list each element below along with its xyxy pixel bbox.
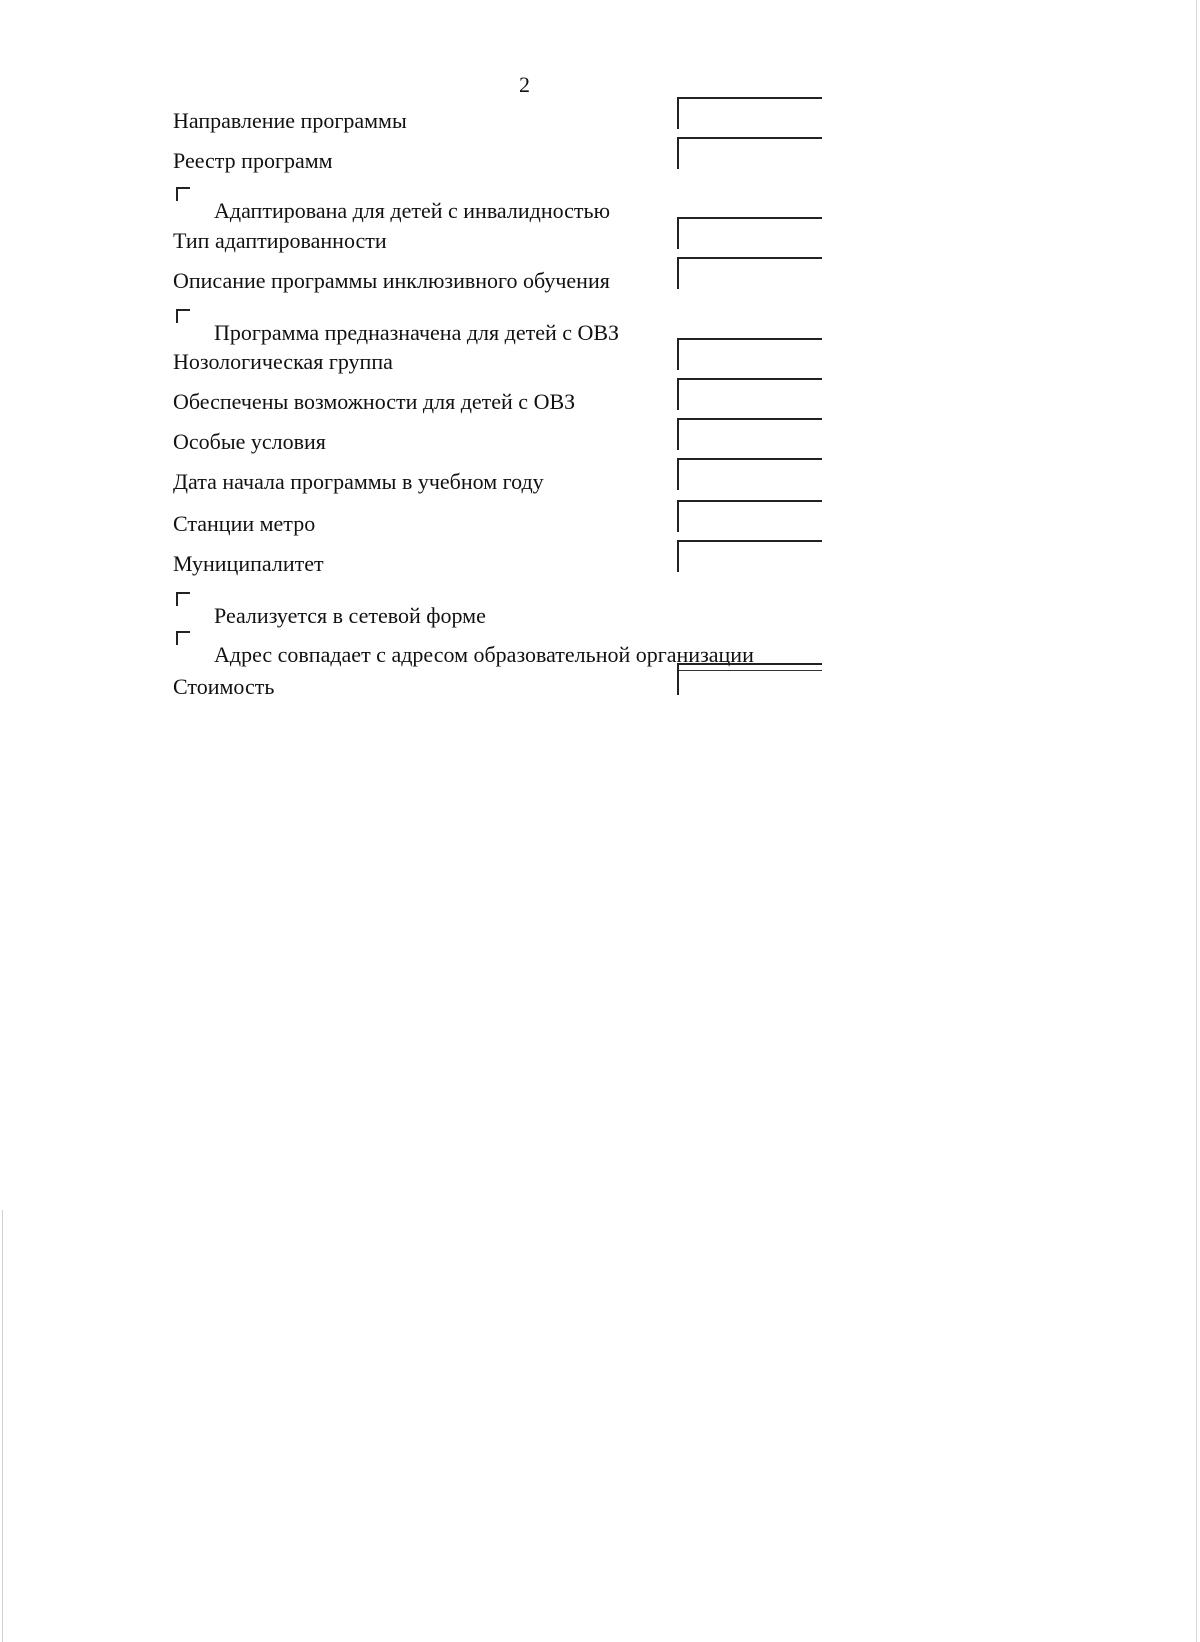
form-row-data-nachala [173, 458, 833, 498]
setevaya-forma-checkbox[interactable] [176, 592, 190, 606]
form-row-opisanie [173, 257, 833, 297]
obespecheny-vozmozhnosti-field[interactable] [677, 378, 822, 410]
field-label: Реестр программ [173, 148, 333, 173]
napravlenie-programmy-field[interactable] [677, 97, 822, 129]
adres-sovpadaet-checkbox[interactable] [176, 631, 190, 645]
munitsipalitet-field[interactable] [677, 540, 822, 572]
field-label: Обеспечены возможности для детей с ОВЗ [173, 389, 576, 414]
nozologicheskaya-gruppa-field[interactable] [677, 338, 822, 370]
tip-adaptirovannosti-field[interactable] [677, 217, 822, 249]
scan-edge-right [1196, 0, 1197, 1642]
data-nachala-field[interactable] [677, 458, 822, 490]
reestr-programm-field[interactable] [677, 137, 822, 169]
scan-edge-left [2, 1210, 3, 1642]
field-label: Станции метро [173, 511, 316, 536]
checkbox-label: Реализуется в сетевой форме [214, 603, 486, 628]
field-label: Тип адаптированности [173, 228, 387, 253]
field-label: Стоимость [173, 674, 275, 699]
field-label: Особые условия [173, 429, 326, 454]
field-label: Муниципалитет [173, 551, 324, 576]
checkbox-label: Адрес совпадает с адресом образовательной организации [214, 642, 754, 667]
form-row-stoimost [173, 663, 833, 703]
stoimost-field[interactable] [677, 663, 822, 695]
form-row-setevaya-forma [173, 592, 833, 632]
stantsii-metro-field[interactable] [677, 500, 822, 532]
form-row-reestr [173, 137, 833, 177]
form-row-obespecheny [173, 378, 833, 418]
field-label: Дата начала программы в учебном году [173, 469, 544, 494]
ovz-checkbox[interactable] [176, 309, 190, 323]
checkbox-label: Программа предназначена для детей с ОВЗ [214, 320, 620, 345]
checkbox-label: Адаптирована для детей с инвалидностью [214, 198, 610, 223]
field-label: Описание программы инклюзивного обучения [173, 268, 610, 293]
form-row-stantsii-metro [173, 500, 833, 540]
opisanie-programmy-field[interactable] [677, 257, 822, 289]
form-row-nozologicheskaya [173, 338, 833, 378]
page-number: 2 [519, 72, 530, 97]
adaptirovana-checkbox[interactable] [176, 187, 190, 201]
field-label: Направление программы [173, 108, 407, 133]
form-row-napravlenie [173, 97, 833, 137]
field-label: Нозологическая группа [173, 349, 393, 374]
form-row-munitsipalitet [173, 540, 833, 580]
osobye-usloviya-field[interactable] [677, 418, 822, 450]
form-row-osobye-usloviya [173, 418, 833, 458]
form-row-tip-adaptirovannosti [173, 217, 833, 257]
